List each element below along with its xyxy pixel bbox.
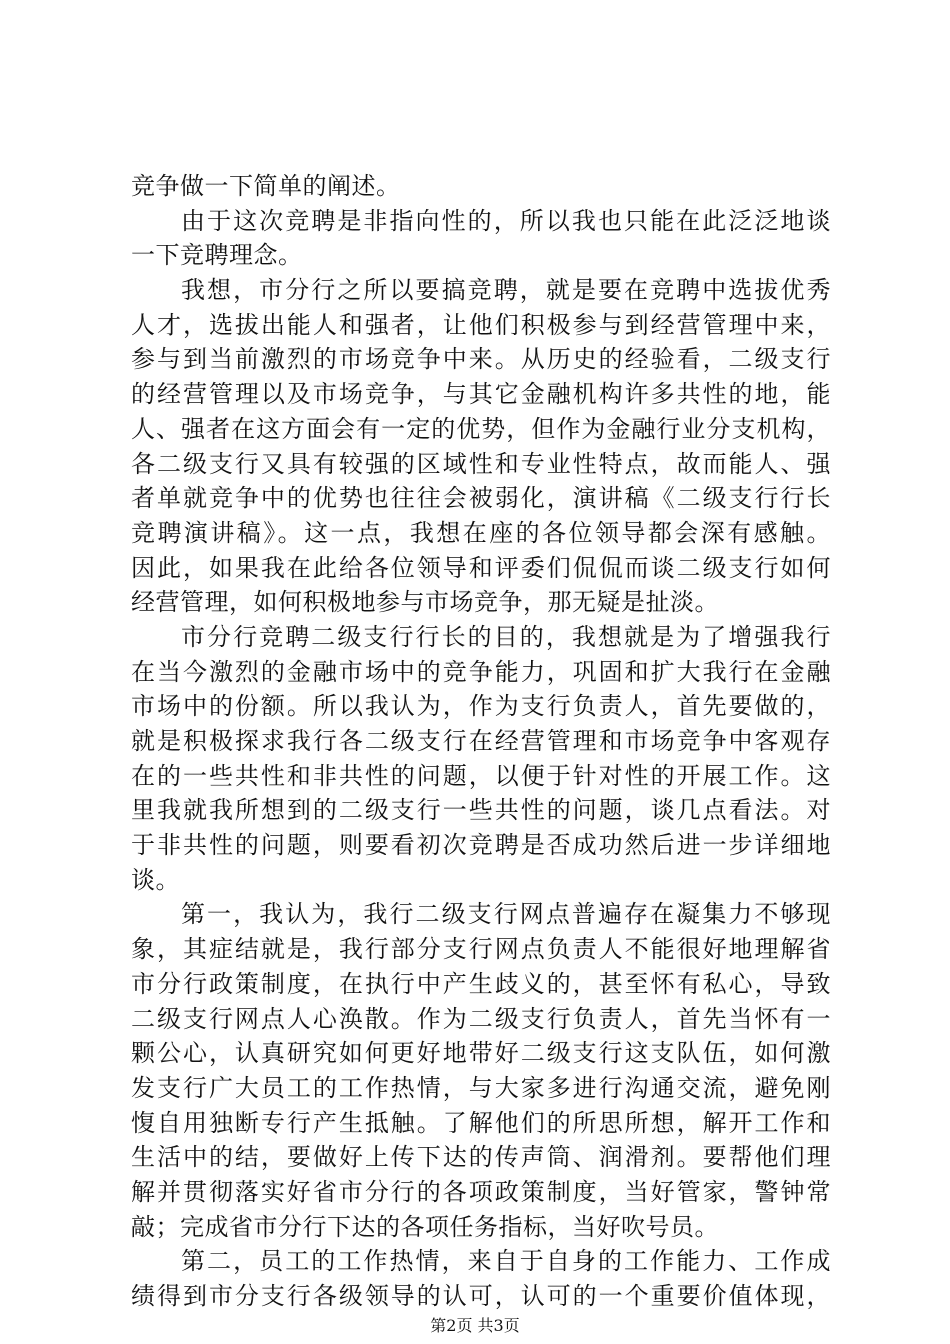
text-line: 竞聘演讲稿》。这一点，我想在座的各位领导都会深有感触。 — [131, 518, 831, 547]
text-line: 第一，我认为，我行二级支行网点普遍存在凝集力不够现 — [181, 900, 831, 929]
text-line: 市分行竞聘二级支行行长的目的，我想就是为了增强我行 — [181, 622, 831, 651]
text-line: 参与到当前激烈的市场竞争中来。从历史的经验看，二级支行 — [131, 345, 831, 374]
text-line: 各二级支行又具有较强的区域性和专业性特点，故而能人、强 — [131, 449, 831, 478]
text-line: 就是积极探求我行各二级支行在经营管理和市场竞争中客观存 — [131, 727, 831, 755]
text-line: 因此，如果我在此给各位领导和评委们侃侃而谈二级支行如何 — [131, 553, 831, 582]
text-line: 竞争做一下简单的阐述。 — [131, 172, 401, 200]
text-line: 生活中的结，要做好上传下达的传声筒、润滑剂。要帮他们理 — [131, 1143, 831, 1172]
text-line: 由于这次竞聘是非指向性的，所以我也只能在此泛泛地谈 — [181, 206, 831, 235]
text-line: 二级支行网点人心涣散。作为二级支行负责人，首先当怀有一 — [131, 1004, 831, 1033]
body-text — [131, 169, 831, 1314]
text-line: 一下竞聘理念。 — [131, 241, 303, 270]
text-line: 经营管理，如何积极地参与市场竞争，那无疑是扯淡。 — [131, 588, 719, 617]
text-line: 象，其症结就是，我行部分支行网点负责人不能很好地理解省 — [131, 935, 831, 964]
text-line: 人才，选拔出能人和强者，让他们积极参与到经营管理中来， — [131, 310, 831, 339]
text-line: 里我就我所想到的二级支行一些共性的问题，谈几点看法。对 — [131, 796, 831, 825]
text-line: 于非共性的问题，则要看初次竞聘是否成功然后进一步详细地 — [131, 831, 831, 860]
text-line: 敲；完成省市分行下达的各项任务指标，当好吹号员。 — [131, 1212, 719, 1241]
text-line: 谈。 — [131, 865, 180, 894]
text-line: 市分行政策制度，在执行中产生歧义的，甚至怀有私心，导致 — [131, 969, 831, 998]
text-line: 在的一些共性和非共性的问题，以便于针对性的开展工作。这 — [131, 761, 831, 790]
text-line: 愎自用独断专行产生抵触。了解他们的所思所想，解开工作和 — [131, 1108, 831, 1137]
text-line: 第二，员工的工作热情，来自于自身的工作能力、工作成 — [181, 1247, 831, 1276]
text-line: 我想，市分行之所以要搞竞聘，就是要在竞聘中选拔优秀 — [181, 276, 831, 305]
text-line: 颗公心，认真研究如何更好地带好二级支行这支队伍，如何激 — [131, 1039, 831, 1068]
text-line: 人、强者在这方面会有一定的优势，但作为金融行业分支机构， — [131, 414, 831, 443]
text-line: 在当今激烈的金融市场中的竞争能力，巩固和扩大我行在金融 — [131, 657, 831, 686]
page-footer: 第2页 共3页 — [430, 1316, 520, 1335]
text-line: 者单就竞争中的优势也往往会被弱化，演讲稿《二级支行行长 — [131, 484, 831, 513]
text-line: 解并贯彻落实好省市分行的各项政策制度，当好管家，警钟常 — [131, 1177, 831, 1206]
text-line: 的经营管理以及市场竞争，与其它金融机构许多共性的地，能 — [131, 380, 831, 409]
text-line: 市场中的份额。所以我认为，作为支行负责人，首先要做的， — [131, 692, 831, 721]
text-line: 发支行广大员工的工作热情，与大家多进行沟通交流，避免刚 — [131, 1073, 831, 1102]
text-line: 绩得到市分支行各级领导的认可，认可的一个重要价值体现， — [131, 1282, 831, 1310]
